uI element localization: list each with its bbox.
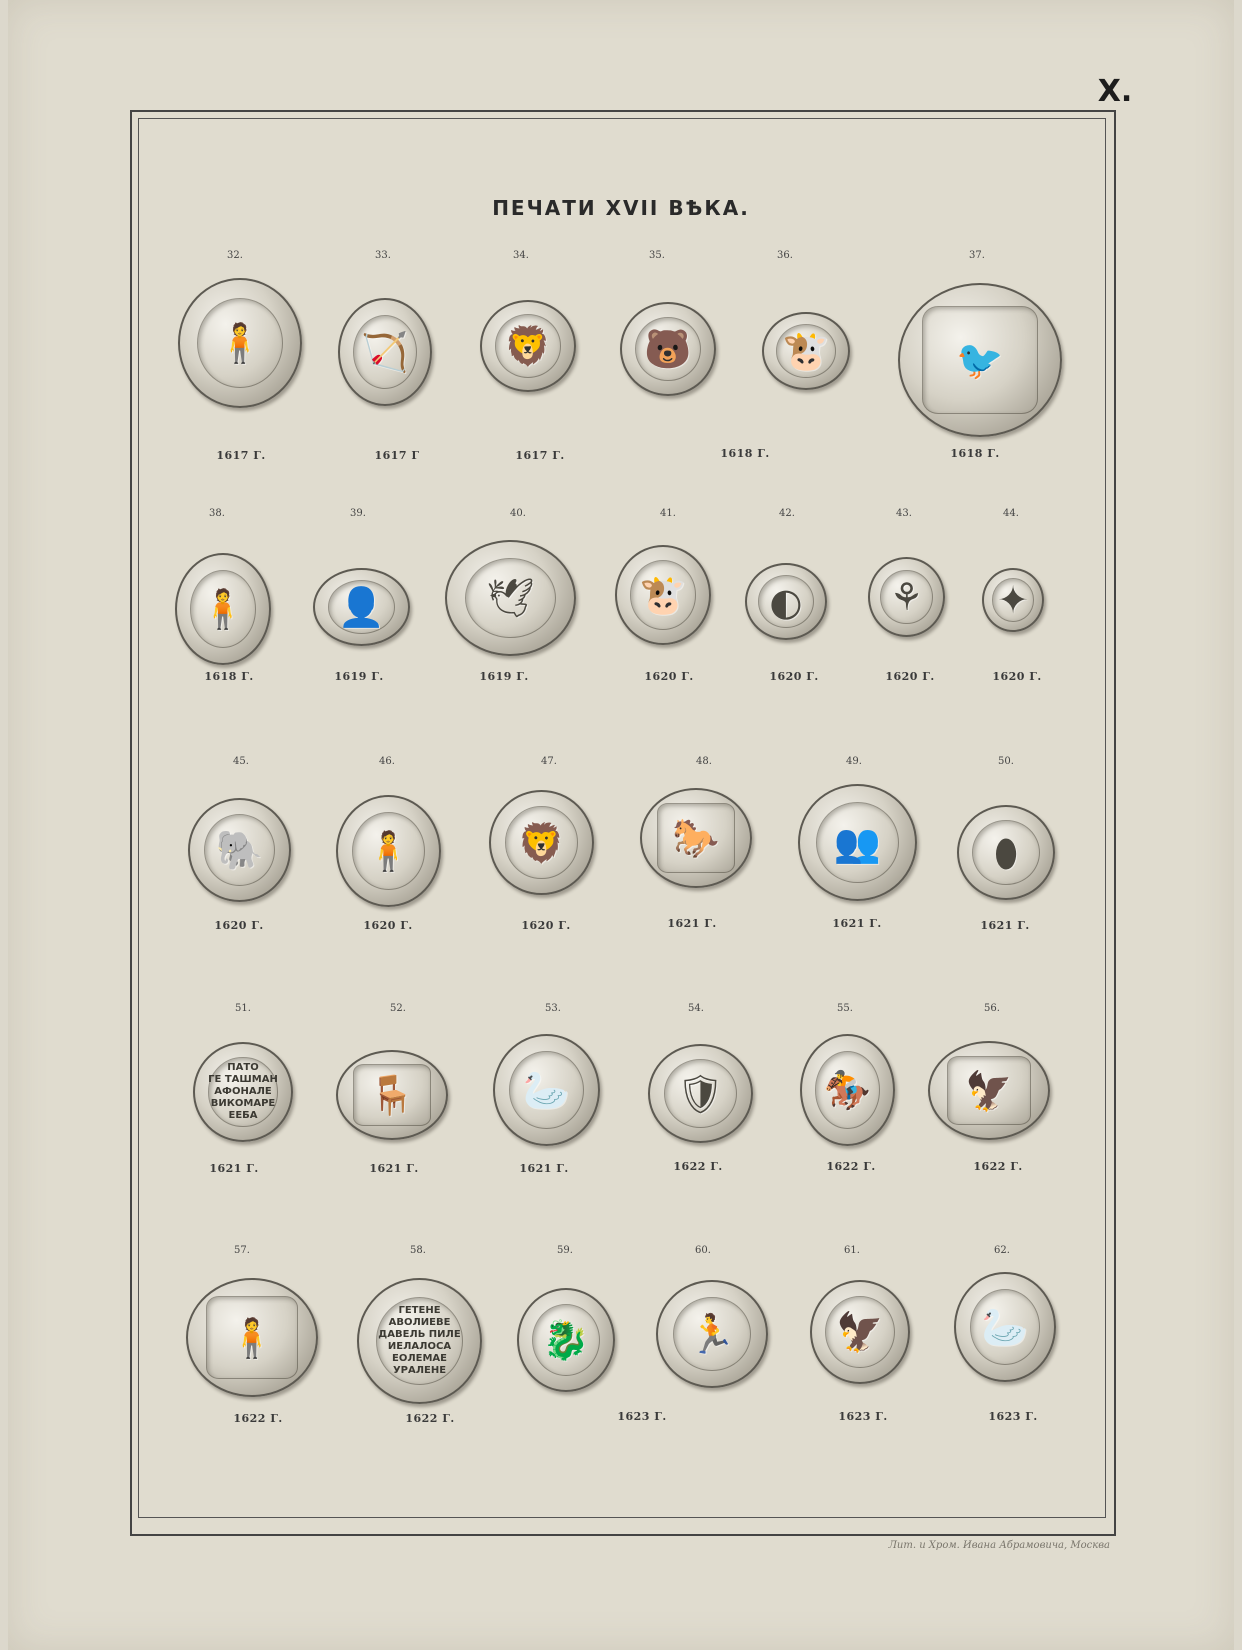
- seal-motif: 🐮: [639, 573, 687, 617]
- seal-image: [868, 557, 945, 637]
- seal-number: 36.: [777, 250, 793, 261]
- seal-number: 46.: [379, 756, 395, 767]
- seal-number: 38.: [209, 508, 225, 519]
- seal-motif: 🦅: [836, 1310, 884, 1354]
- seal-motif: 🦢: [522, 1068, 571, 1112]
- seal-date: 1622 Г.: [973, 1160, 1023, 1173]
- seal-motif: 🐎: [672, 816, 720, 860]
- printer-signature: Лит. и Хром. Ивана Абрамовича, Москва: [888, 1540, 1110, 1551]
- seal-motif: ⚘: [889, 575, 924, 619]
- inscription-line: ДАВЕЛЬ ПИЛЕ: [378, 1329, 461, 1340]
- seal-date: 1620 Г.: [521, 919, 571, 932]
- seal-image: [648, 1044, 753, 1143]
- seal-image: [489, 790, 594, 895]
- seal-image: [957, 805, 1055, 900]
- seal-number: 35.: [649, 250, 665, 261]
- seal-date: 1623 Г.: [838, 1410, 888, 1423]
- seal-motif: 🧍: [228, 1315, 276, 1360]
- inscription-line: ВИКОМАРЕ: [210, 1098, 276, 1109]
- seal-date: 1622 Г.: [233, 1412, 283, 1425]
- inscription-line: АВОЛИЕВЕ: [388, 1317, 451, 1328]
- seal-date: 1620 Г.: [769, 670, 819, 683]
- seal-motif: 🧍: [199, 587, 247, 631]
- seal-number: 56.: [984, 1003, 1000, 1014]
- seal-image: [640, 788, 752, 888]
- seal-number: 33.: [375, 250, 391, 261]
- seal-image: [517, 1288, 615, 1392]
- seal-motif: 🪑: [368, 1073, 416, 1117]
- inscription-line: УРАЛЕНЕ: [392, 1365, 447, 1376]
- seal-date: 1619 Г.: [479, 670, 529, 683]
- seal-date: 1619 Г.: [334, 670, 384, 683]
- seal-image: [620, 302, 716, 396]
- plate-title: ПЕЧАТИ XVII ВѢКА.: [492, 196, 750, 220]
- seal-image: [188, 798, 291, 902]
- seal-date: 1618 Г.: [720, 447, 770, 460]
- seal-image: [615, 545, 711, 645]
- seal-number: 43.: [896, 508, 912, 519]
- seal-motif: ⬮: [994, 830, 1018, 875]
- inscription-line: АФОНАЛЕ: [214, 1086, 272, 1097]
- seal-number: 49.: [846, 756, 862, 767]
- seal-image: [178, 278, 302, 408]
- seal-date: 1620 Г.: [644, 670, 694, 683]
- inscription-line: ИЕЛАЛОСА: [387, 1341, 452, 1352]
- seal-date: 1617 Г: [374, 449, 420, 462]
- seal-date: 1621 Г.: [980, 919, 1030, 932]
- seal-date: 1622 Г.: [405, 1412, 455, 1425]
- seal-number: 55.: [837, 1003, 853, 1014]
- seal-image: [798, 784, 917, 901]
- seal-number: 48.: [696, 756, 712, 767]
- seal-image: [338, 298, 432, 406]
- seal-number: 39.: [350, 508, 366, 519]
- seal-number: 47.: [541, 756, 557, 767]
- seal-image: [800, 1034, 895, 1146]
- seal-image: [656, 1280, 768, 1388]
- seal-date: 1621 Г.: [832, 917, 882, 930]
- seal-image: [175, 553, 271, 665]
- seal-motif: 🏇: [823, 1068, 872, 1112]
- seal-date: 1620 Г.: [214, 919, 264, 932]
- seal-motif: 🐻: [644, 327, 692, 371]
- seal-image: [762, 312, 850, 390]
- seal-number: 59.: [557, 1245, 573, 1256]
- seal-number: 62.: [994, 1245, 1010, 1256]
- plate-number: X.: [1097, 74, 1133, 109]
- seal-motif: ◐: [769, 579, 803, 624]
- seal-image: [480, 300, 576, 392]
- seal-image: [313, 568, 410, 646]
- seal-number: 60.: [695, 1245, 711, 1256]
- seal-date: 1622 Г.: [826, 1160, 876, 1173]
- seal-image: [745, 563, 827, 640]
- seal-date: 1617 Г.: [216, 449, 266, 462]
- seal-date: 1620 Г.: [363, 919, 413, 932]
- inscription-line: ГЕ ТАШМАН: [208, 1074, 278, 1085]
- seal-image: [357, 1278, 482, 1404]
- seal-motif: 🦅: [965, 1068, 1013, 1113]
- seal-number: 51.: [235, 1003, 251, 1014]
- seal-number: 41.: [660, 508, 676, 519]
- seal-number: 54.: [688, 1003, 704, 1014]
- seal-inscription: [374, 1297, 466, 1385]
- seal-motif: 🐘: [215, 828, 264, 872]
- seal-number: 58.: [410, 1245, 426, 1256]
- seal-image: [186, 1278, 318, 1397]
- seal-motif: 🧍: [216, 321, 264, 365]
- seal-number: 34.: [513, 250, 529, 261]
- seal-number: 37.: [969, 250, 985, 261]
- seal-image: [898, 283, 1062, 437]
- seal-image: [810, 1280, 910, 1384]
- seal-date: 1622 Г.: [673, 1160, 723, 1173]
- seal-date: 1621 Г.: [209, 1162, 259, 1175]
- seal-number: 50.: [998, 756, 1014, 767]
- seal-motif: 🐮: [782, 329, 830, 373]
- seal-date: 1620 Г.: [992, 670, 1042, 683]
- seal-motif: 🕊: [486, 576, 535, 620]
- seal-image: [928, 1041, 1050, 1140]
- seal-date: 1618 Г.: [204, 670, 254, 683]
- seal-image: [336, 1050, 448, 1140]
- seal-motif: 👥: [833, 820, 882, 865]
- seal-image: [193, 1042, 293, 1142]
- seal-number: 53.: [545, 1003, 561, 1014]
- seal-date: 1623 Г.: [988, 1410, 1038, 1423]
- seal-motif: 🦁: [517, 820, 566, 865]
- seal-date: 1617 Г.: [515, 449, 565, 462]
- seal-inscription: [207, 1057, 280, 1126]
- seal-number: 52.: [390, 1003, 406, 1014]
- seal-date: 1621 Г.: [519, 1162, 569, 1175]
- seal-motif: 🧍: [364, 829, 413, 873]
- inscription-line: ЕЕБА: [228, 1110, 258, 1121]
- seal-date: 1623 Г.: [617, 1410, 667, 1423]
- seal-motif: ✦: [997, 578, 1029, 622]
- seal-date: 1621 Г.: [369, 1162, 419, 1175]
- seal-motif: 🦢: [981, 1305, 1029, 1349]
- seal-image: [982, 568, 1044, 632]
- inscription-line: ПАТО: [227, 1062, 259, 1073]
- seal-motif: 🏹: [361, 330, 409, 374]
- seal-image: [954, 1272, 1056, 1382]
- seal-motif: 🐦: [956, 338, 1004, 382]
- seal-motif: 🏃: [688, 1312, 736, 1356]
- seal-date: 1620 Г.: [885, 670, 935, 683]
- seal-image: [445, 540, 576, 656]
- inscription-line: ГЕТЕНЕ: [398, 1305, 441, 1316]
- seal-number: 44.: [1003, 508, 1019, 519]
- seal-number: 57.: [234, 1245, 250, 1256]
- inscription-line: ЕОЛЕМАЕ: [392, 1353, 447, 1364]
- seal-number: 40.: [510, 508, 526, 519]
- seal-image: [336, 795, 441, 907]
- seal-date: 1621 Г.: [667, 917, 717, 930]
- seal-motif: 🛡: [676, 1071, 725, 1116]
- seal-number: 32.: [227, 250, 243, 261]
- seal-motif: 🦁: [504, 324, 552, 368]
- seal-number: 45.: [233, 756, 249, 767]
- seal-number: 42.: [779, 508, 795, 519]
- seal-image: [493, 1034, 600, 1146]
- seal-number: 61.: [844, 1245, 860, 1256]
- seal-motif: 🐉: [542, 1318, 590, 1362]
- seal-motif: 👤: [337, 585, 386, 629]
- seal-date: 1618 Г.: [950, 447, 1000, 460]
